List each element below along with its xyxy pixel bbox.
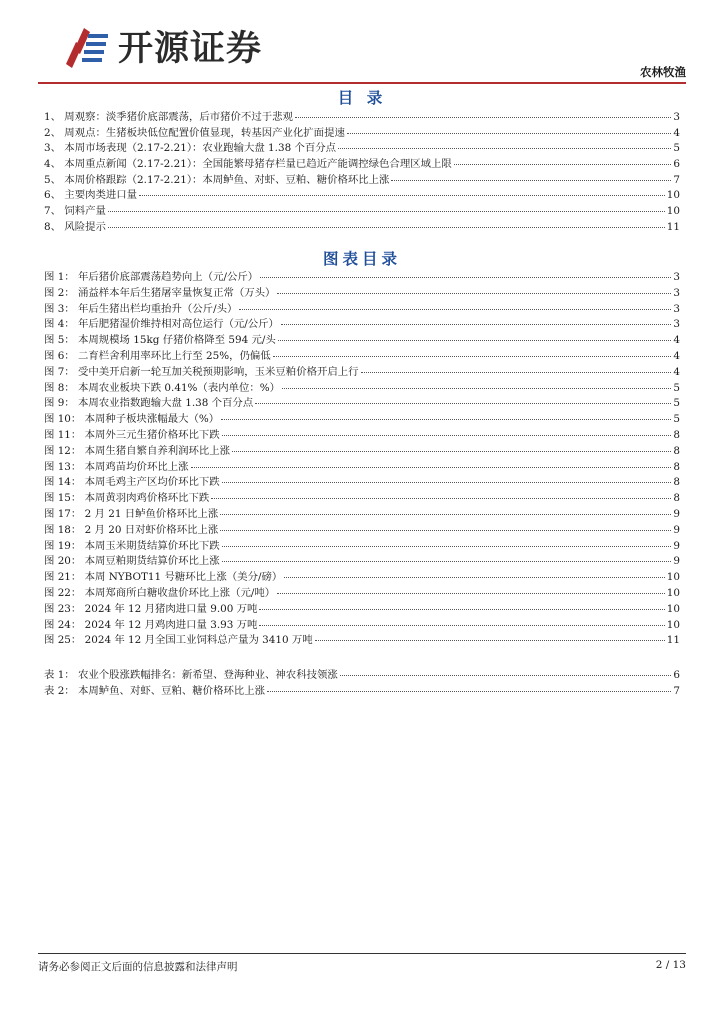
dot-leader <box>295 117 671 118</box>
figure-entry-label: 图 1： 年后猪价底部震荡趋势向上（元/公斤） <box>44 271 259 283</box>
dot-leader <box>222 546 672 547</box>
figure-entry-label: 图 11： 本周外三元生猪价格环比下跌 <box>44 428 220 441</box>
figure-entry-page: 8 <box>673 492 680 505</box>
dot-leader <box>267 691 671 692</box>
figure-entry-label: 图 2： 涌益样本年后生猪屠宰量恢复正常（万头） <box>44 286 276 299</box>
toc-entry[interactable] <box>44 220 680 236</box>
toc-entry[interactable] <box>44 188 680 204</box>
figure-entry[interactable] <box>44 570 680 586</box>
brand-name: 开源证券 <box>118 29 263 69</box>
toc-entry-page: 4 <box>673 126 680 139</box>
table-entry-page: 6 <box>673 669 680 681</box>
figure-entry-label: 图 13： 本周鸡苗均价环比上涨 <box>44 460 189 473</box>
figure-entry[interactable] <box>44 396 680 412</box>
figure-entry-label: 图 20： 本周豆粕期货结算价环比上涨 <box>44 555 220 568</box>
figure-entry[interactable] <box>44 317 680 333</box>
dot-leader <box>391 180 671 181</box>
dot-leader <box>347 133 672 134</box>
dot-leader <box>211 498 671 499</box>
figure-entry[interactable] <box>44 475 680 491</box>
figure-entry[interactable] <box>44 428 680 444</box>
figure-entry[interactable] <box>44 586 680 602</box>
toc-title: 目 录 <box>337 88 387 107</box>
figure-entry-label: 图 17： 2 月 21 日鲈鱼价格环比上涨 <box>44 507 219 520</box>
toc-entry-page: 3 <box>673 111 680 123</box>
figure-entry[interactable] <box>44 602 680 618</box>
figure-entry[interactable] <box>44 554 680 570</box>
toc-entry-label: 4、 本周重点新闻（2.17-2.21）：全国能繁母猪存栏量已趋近产能调控绿色合理区域上限 <box>44 158 452 171</box>
toc-entry-page: 10 <box>666 189 680 202</box>
dot-leader <box>222 482 672 483</box>
figure-entry-label: 图 24： 2024 年 12 月鸡肉进口量 3.93 万吨 <box>44 618 258 631</box>
toc-entry[interactable] <box>44 204 680 220</box>
table-entry-label: 表 1： 农业个股涨跌幅排名：新希望、登海种业、神农科技领涨 <box>44 669 338 681</box>
dot-leader <box>260 277 671 278</box>
figure-entry[interactable] <box>44 365 680 381</box>
figure-entry[interactable] <box>44 349 680 365</box>
dot-leader <box>222 561 672 562</box>
figure-entry-page: 10 <box>666 618 680 631</box>
figure-entry-page: 10 <box>666 602 680 615</box>
dot-leader <box>454 164 672 165</box>
figure-entry[interactable] <box>44 286 680 302</box>
figure-entry-page: 4 <box>673 365 680 378</box>
toc-entry[interactable] <box>44 157 680 173</box>
toc-entry-label: 8、 风险提示 <box>44 220 106 233</box>
table-entry-page: 7 <box>673 684 680 697</box>
report-category: 农林牧渔 <box>640 65 686 79</box>
figure-entry[interactable] <box>44 412 680 428</box>
page-header <box>38 14 686 80</box>
figure-entry[interactable] <box>44 333 680 349</box>
figure-entry[interactable] <box>44 491 680 507</box>
figure-entry-label: 图 15： 本周黄羽肉鸡价格环比下跌 <box>44 492 210 505</box>
figure-entry-label: 图 21： 本周 NYBOT11 号糖环比上涨（美分/磅） <box>44 571 283 584</box>
figure-entry-label: 图 14： 本周毛鸡主产区均价环比下跌 <box>44 476 220 489</box>
toc-entry-page: 11 <box>666 220 680 233</box>
figure-entry-label: 图 25： 2024 年 12 月全国工业饲料总产量为 3410 万吨 <box>44 634 313 647</box>
figure-entry-page: 8 <box>673 460 680 473</box>
dot-leader <box>278 340 672 341</box>
figure-entry[interactable] <box>44 539 680 555</box>
figure-entry-label: 图 23： 2024 年 12 月猪肉进口量 9.00 万吨 <box>44 602 258 615</box>
figure-entry-page: 4 <box>673 349 680 362</box>
toc-entry-page: 5 <box>673 142 680 155</box>
dot-leader <box>259 609 664 610</box>
dot-leader <box>108 211 665 212</box>
figure-entry-page: 9 <box>673 539 680 552</box>
figure-entry-label: 图 8： 本周农业板块下跌 0.41%（表内单位：%） <box>44 381 281 394</box>
dot-leader <box>277 293 671 294</box>
toc-entry-label: 2、 周观点：生猪板块低位配置价值显现，转基因产业化扩面提速 <box>44 126 345 139</box>
footer-disclaimer: 请务必参阅正文后面的信息披露和法律声明 <box>38 961 238 973</box>
figure-entry-page: 5 <box>673 381 680 394</box>
dot-leader <box>220 514 671 515</box>
figure-entry-label: 图 5： 本周规模场 15kg 仔猪价格降至 594 元/头 <box>44 334 276 347</box>
figure-entry-page: 10 <box>666 586 680 599</box>
dot-leader <box>139 195 665 196</box>
figure-entry-page: 5 <box>673 397 680 410</box>
dot-leader <box>222 435 672 436</box>
table-entry[interactable] <box>44 668 680 684</box>
dot-leader <box>338 148 671 149</box>
toc-entry[interactable] <box>44 173 680 189</box>
figure-entry[interactable] <box>44 618 680 634</box>
toc-entry-label: 3、 本周市场表现（2.17-2.21）：农业跑输大盘 1.38 个百分点 <box>44 142 337 155</box>
figure-entry-page: 9 <box>673 555 680 568</box>
figure-entry-page: 8 <box>673 444 680 457</box>
toc-entry-page: 6 <box>673 158 680 171</box>
dot-leader <box>315 640 665 641</box>
dot-leader <box>221 419 671 420</box>
figure-entry[interactable] <box>44 507 680 523</box>
toc-entry[interactable] <box>44 126 680 142</box>
table-entry[interactable] <box>44 684 680 700</box>
figure-entry-label: 图 7： 受中美开启新一轮互加关税预期影响，玉米豆粕价格开启上行 <box>44 365 359 378</box>
toc-entry-label: 5、 本周价格跟踪（2.17-2.21）：本周鲈鱼、对虾、豆粕、糖价格环比上涨 <box>44 173 390 186</box>
toc-entry-label: 6、 主要肉类进口量 <box>44 189 138 202</box>
dot-leader <box>259 625 664 626</box>
figure-entry-page: 9 <box>673 507 680 520</box>
figure-entry-label: 图 18： 2 月 20 日对虾价格环比上涨 <box>44 523 219 536</box>
figure-entry[interactable] <box>44 302 680 318</box>
dot-leader <box>281 324 671 325</box>
dot-leader <box>361 372 672 373</box>
toc-entry-page: 7 <box>673 173 680 186</box>
toc-entry-label: 7、 饲料产量 <box>44 205 106 218</box>
figure-entry-label: 图 12： 本周生猪自繁自养利润环比上涨 <box>44 444 231 457</box>
dot-leader <box>108 227 665 228</box>
figures-title: 图表目录 <box>322 249 401 268</box>
figure-entry[interactable] <box>44 270 680 286</box>
figure-entry[interactable] <box>44 381 680 397</box>
toc-list <box>44 110 680 236</box>
toc-entry-page: 10 <box>666 205 680 218</box>
figure-entry[interactable] <box>44 633 680 649</box>
toc-entry-label: 1、 周观察：淡季猪价底部震荡，后市猪价不过于悲观 <box>44 111 293 123</box>
dot-leader <box>191 467 672 468</box>
dot-leader <box>239 309 671 310</box>
figure-entry-page: 8 <box>673 476 680 489</box>
figure-entry-page: 3 <box>673 318 680 331</box>
figure-entry-label: 图 19： 本周玉米期货结算价环比下跌 <box>44 539 220 552</box>
logo-mark-icon <box>60 20 112 72</box>
figure-entry-page: 4 <box>673 334 680 347</box>
figure-entry-page: 9 <box>673 523 680 536</box>
table-entry-label: 表 2： 本周鲈鱼、对虾、豆粕、糖价格环比上涨 <box>44 684 266 697</box>
figure-entry-page: 10 <box>666 571 680 584</box>
dot-leader <box>220 530 671 531</box>
dot-leader <box>232 451 671 452</box>
figure-entry-label: 图 3： 年后生猪出栏均重抬升（公斤/头） <box>44 302 238 315</box>
figure-entry[interactable] <box>44 523 680 539</box>
figure-entry-page: 3 <box>673 271 680 283</box>
figure-entry-label: 图 10： 本周种子板块涨幅最大（%） <box>44 413 220 426</box>
page-number: 2 / 13 <box>655 959 686 971</box>
dot-leader <box>273 356 672 357</box>
toc-entry[interactable] <box>44 110 680 126</box>
figure-entry-page: 8 <box>673 428 680 441</box>
figure-entry-page: 3 <box>673 286 680 299</box>
dot-leader <box>277 593 665 594</box>
company-logo <box>60 20 262 72</box>
figure-entry-label: 图 4： 年后肥猪湿价维持相对高位运行（元/公斤） <box>44 318 279 331</box>
figure-entry-label: 图 22： 本周郑商所白糖收盘价环比上涨（元/吨） <box>44 586 276 599</box>
dot-leader <box>340 675 672 676</box>
figure-entry[interactable] <box>44 444 680 460</box>
figure-entry[interactable] <box>44 460 680 476</box>
table-list <box>44 668 680 700</box>
figure-entry-label: 图 9： 本周农业指数跑输大盘 1.38 个百分点 <box>44 397 254 410</box>
dot-leader <box>282 388 671 389</box>
footer-divider <box>38 953 686 954</box>
figure-list <box>44 270 680 649</box>
dot-leader <box>255 403 671 404</box>
figure-entry-page: 3 <box>673 302 680 315</box>
toc-entry[interactable] <box>44 141 680 157</box>
dot-leader <box>284 577 665 578</box>
figure-entry-page: 11 <box>666 634 680 647</box>
figure-entry-label: 图 6： 二育栏舍利用率环比上行至 25%，仍偏低 <box>44 349 271 362</box>
figure-entry-page: 5 <box>673 413 680 426</box>
header-divider <box>38 82 686 84</box>
